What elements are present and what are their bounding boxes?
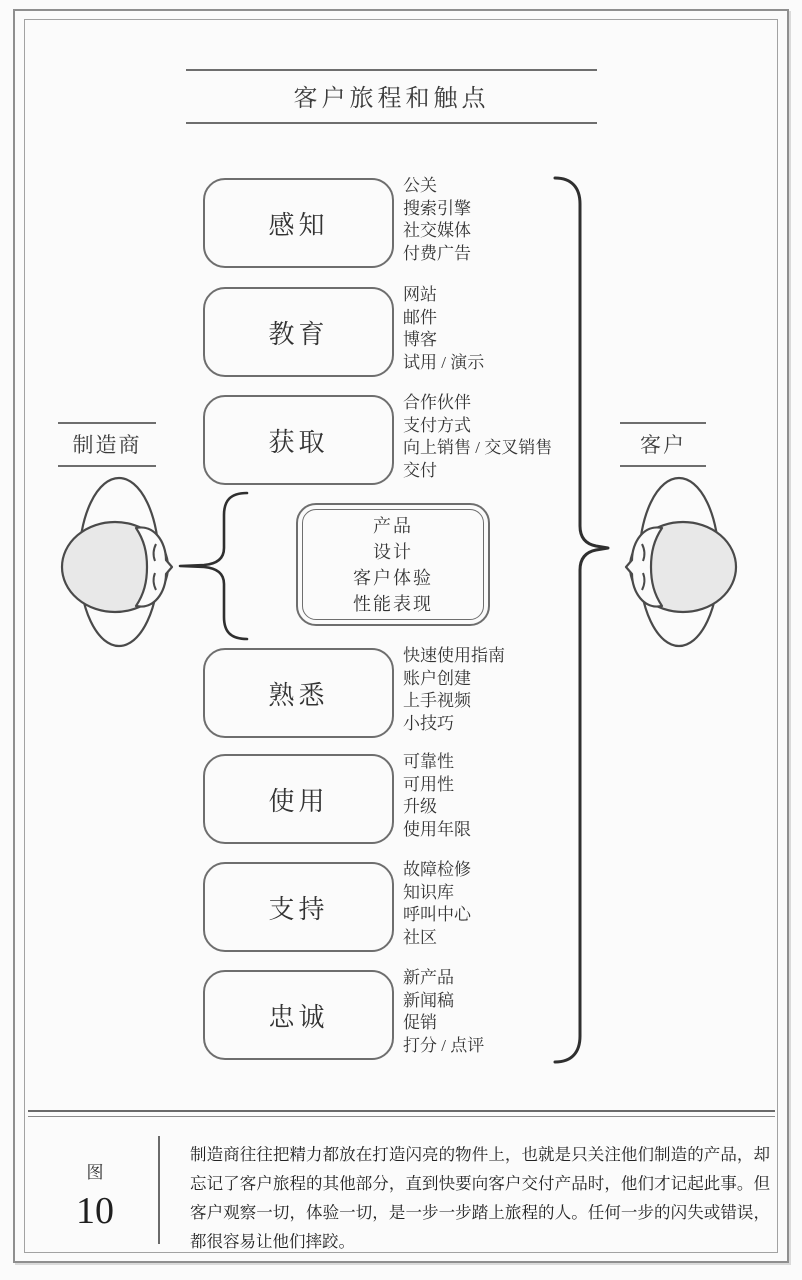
stage-box [203, 287, 394, 377]
stage-touchpoints [403, 967, 638, 1057]
stage-box [203, 395, 394, 485]
stage-label: 教育 [268, 319, 329, 349]
touchpoint: 账户创建 [403, 668, 471, 688]
stage-loyalty [0, 970, 802, 1062]
stage-touchpoints [403, 175, 638, 265]
diagram-title: 客户旅程和触点 [293, 86, 490, 112]
core-box-inner [302, 509, 484, 620]
core-item: 设计 [373, 541, 413, 562]
manufacturer-label: 制造商 [58, 422, 156, 467]
core-item: 客户体验 [353, 567, 433, 588]
touchpoint: 打分 / 点评 [403, 1035, 485, 1055]
touchpoint: 知识库 [403, 882, 454, 902]
diagram-title-block [186, 69, 597, 124]
stage-box [203, 862, 394, 952]
stage-box [203, 178, 394, 268]
touchpoint: 呼叫中心 [403, 905, 471, 924]
figure-label-block [52, 1158, 138, 1233]
stage-label: 感知 [268, 210, 329, 240]
figure-word: 图 [86, 1163, 104, 1182]
stage-touchpoints [403, 645, 638, 735]
touchpoint: 小技巧 [403, 713, 454, 733]
stage-label: 忠诚 [268, 1002, 329, 1032]
manufacturer-head-icon [58, 472, 188, 658]
touchpoint: 搜索引擎 [403, 198, 471, 218]
touchpoint: 社交媒体 [403, 221, 471, 240]
touchpoint: 博客 [403, 330, 437, 349]
touchpoint: 可用性 [403, 774, 454, 794]
stage-touchpoints [403, 392, 638, 482]
core-box [296, 503, 490, 626]
touchpoint: 邮件 [403, 307, 437, 327]
figure-caption: 制造商往往把精力都放在打造闪亮的物件上，也就是只关注他们制造的产品，却忘记了客户旅程的其他部分，直到快要向客户交付产品时，他们才记起此事。但客户观察一切，体验一切，是一步一步踏上旅程的人。任何一步的闪失或错误，都很容易让他们摔跤。 [190, 1145, 770, 1251]
touchpoint: 网站 [403, 285, 437, 304]
stage-label: 支持 [268, 894, 329, 924]
left-brace [170, 490, 255, 642]
touchpoint: 公关 [403, 176, 437, 195]
footer-double-rule [28, 1110, 775, 1117]
touchpoint: 社区 [403, 927, 437, 947]
core-item: 产品 [373, 515, 413, 536]
figure-divider [158, 1136, 160, 1244]
touchpoint: 支付方式 [403, 415, 471, 435]
customer-head-icon [610, 472, 740, 658]
stage-label: 熟悉 [268, 680, 329, 710]
touchpoint: 新产品 [403, 968, 454, 987]
touchpoint: 故障检修 [403, 860, 471, 879]
stage-box [203, 648, 394, 738]
stage-awareness [0, 178, 802, 270]
stage-usage [0, 754, 802, 846]
figure-number: 10 [76, 1190, 114, 1232]
touchpoint: 升级 [403, 797, 437, 816]
touchpoint: 使用年限 [403, 819, 471, 839]
core-item: 性能表现 [353, 593, 433, 614]
touchpoint: 新闻稿 [403, 990, 454, 1010]
touchpoint: 试用 / 演示 [403, 352, 485, 372]
stage-familiarity [0, 648, 802, 740]
stage-support [0, 862, 802, 954]
touchpoint: 上手视频 [403, 691, 471, 710]
touchpoint: 快速使用指南 [403, 646, 505, 665]
stage-box [203, 754, 394, 844]
touchpoint: 交付 [403, 460, 437, 480]
stage-touchpoints [403, 859, 638, 949]
stage-box [203, 970, 394, 1060]
stage-acquisition [0, 395, 802, 487]
touchpoint: 可靠性 [403, 752, 454, 771]
stage-label: 获取 [268, 427, 329, 457]
touchpoint: 向上销售 / 交叉销售 [403, 438, 553, 457]
touchpoint: 付费广告 [403, 243, 471, 263]
customer-label: 客户 [620, 422, 706, 467]
stage-touchpoints [403, 751, 638, 841]
stage-education [0, 287, 802, 379]
stage-label: 使用 [268, 786, 329, 816]
touchpoint: 促销 [403, 1013, 437, 1032]
touchpoint: 合作伙伴 [403, 393, 471, 412]
stage-touchpoints [403, 284, 638, 374]
